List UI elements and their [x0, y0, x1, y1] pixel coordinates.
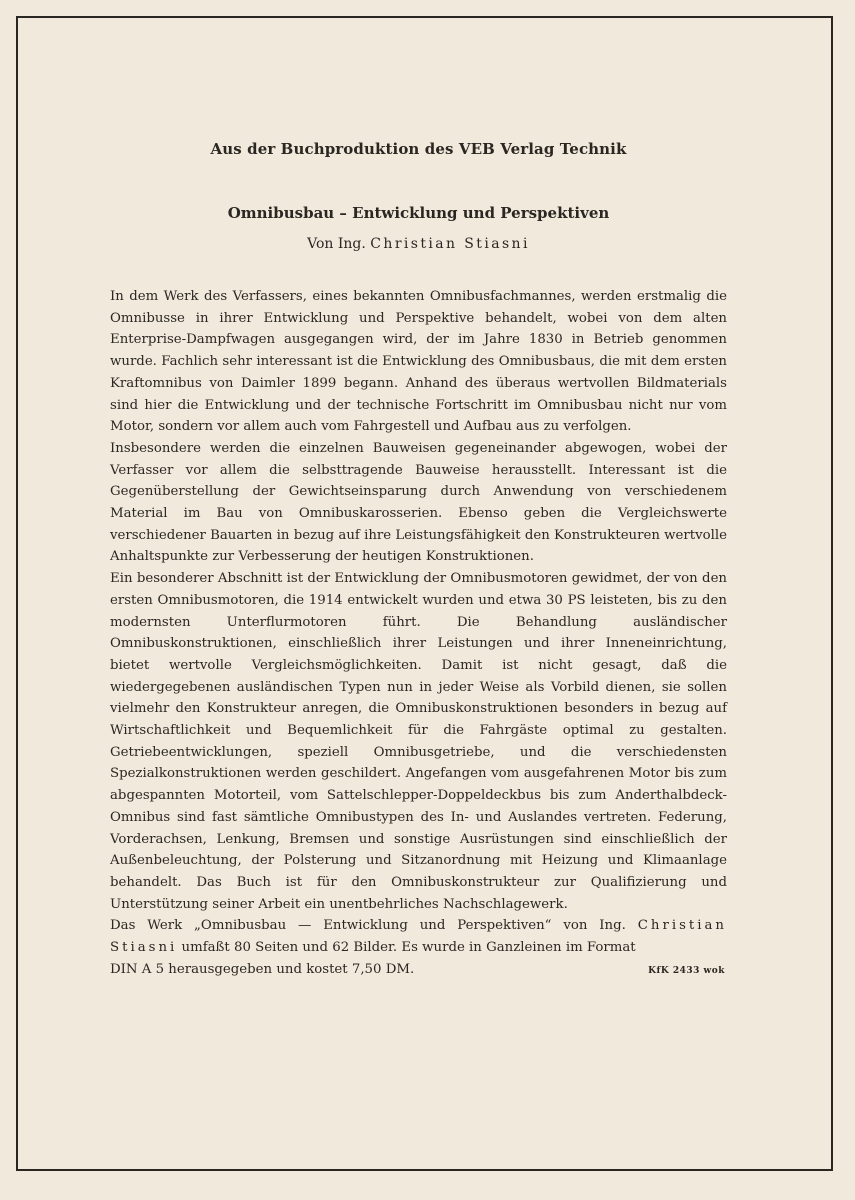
publication-price-text: DIN A 5 herausgegeben und kostet 7,50 DM.: [110, 961, 415, 977]
author-prefix: Von Ing.: [307, 236, 366, 252]
author-line: [110, 236, 727, 252]
paragraph-publication-info: [110, 915, 727, 958]
publication-last-line: [110, 959, 727, 983]
document-content: [110, 128, 727, 983]
publication-details-text: umfaßt 80 Seiten und 62 Bilder. Es wurde in Ganzleinen im Format: [181, 940, 636, 956]
paragraph-construction: Insbesondere werden die einzelnen Bauweisen gegeneinander abgewogen, wobei der Verfasser vor allem die selbsttragende Bauweise herausstellt. Interessant ist die Gegenüberstellung der Gewichtseinsparung durch Anwendung von verschiedenem Material im Bau von Omnibuskarosserien. Ebenso geben die Vergleichswerte verschiedener Bauarten in bezug auf ihre Leistungsfähigkeit den Konstrukteuren wertvolle Anhaltspunkte zur Verbesserung der heutigen Konstruktionen.: [110, 440, 727, 565]
book-title: Omnibusbau – Entwicklung und Perspektiven: [227, 204, 610, 222]
publisher-heading: Aus der Buchproduktion des VEB Verlag Technik: [210, 140, 627, 158]
print-code: KfK 2433 wok: [648, 965, 725, 976]
body-text: [110, 286, 727, 983]
author-name: Christian Stiasni: [370, 236, 530, 252]
publication-info-text: Das Werk „Omnibusbau — Entwicklung und Perspektiven“ von Ing.: [110, 918, 626, 934]
paragraph-engines: Ein besonderer Abschnitt ist der Entwicklung der Omnibusmotoren gewidmet, der von den ersten Omnibusmotoren, die 1914 entwickelt wurden und etwa 30 PS leisteten, bis zu den modernsten Unterflurmotoren führt. Die Behandlung ausländischer Omnibuskonstruktionen, einschließlich ihrer Leistungen und ihrer Inneneinrichtung, bietet wertvolle Vergleichsmöglichkeiten. Damit ist nicht gesagt, daß die wiedergegebenen ausländischen Typen nun in jeder Weise als Vorbild dienen, sie sollen vielmehr den Konstrukteur anregen, die Omnibuskonstruktionen besonders in bezug auf Wirtschaftlichkeit und Bequemlichkeit für die Fahrgäste optimal zu gestalten. Getriebeentwicklungen, speziell Omnibusgetriebe, und die verschiedensten Spezialkonstruktionen werden geschildert. Angefangen vom ausgefahrenen Motor bis zum abgespannten Motorteil, vom Sattelschlepper-Doppeldeckbus bis zum Anderthalbdeck-Omnibus sind fast sämtliche Omnibustypen des In- und Auslandes vertreten. Federung, Vorderachsen, Lenkung, Bremsen und sonstige Ausrüstungen sind einschließlich der Außenbeleuchtung, der Polsterung und Sitzanordnung mit Heizung und Klimaanlage behandelt. Das Buch ist für den Omnibuskonstrukteur zur Qualifizierung und Unterstützung seiner Arbeit ein unentbehrliches Nachschlagewerk.: [110, 571, 727, 912]
publication-author-name: Christian Stiasni: [110, 918, 727, 956]
paragraph-history: In dem Werk des Verfassers, eines bekannten Omnibusfachmannes, werden erstmalig die Omnibusse in ihrer Entwicklung und Perspektive behandelt, wobei von dem alten Enterprise-Dampfwagen ausgegangen wird, der im Jahre 1830 in Betrieb genommen wurde. Fachlich sehr interessant ist die Entwicklung des Omnibusbaus, die mit dem ersten Kraftomnibus von Daimler 1899 begann. Anhand des überaus wertvollen Bildmaterials sind hier die Entwicklung und der technische Fortschritt im Omnibusbau nicht nur vom Motor, sondern vor allem auch vom Fahrgestell und Aufbau aus zu verfolgen.: [110, 289, 727, 435]
